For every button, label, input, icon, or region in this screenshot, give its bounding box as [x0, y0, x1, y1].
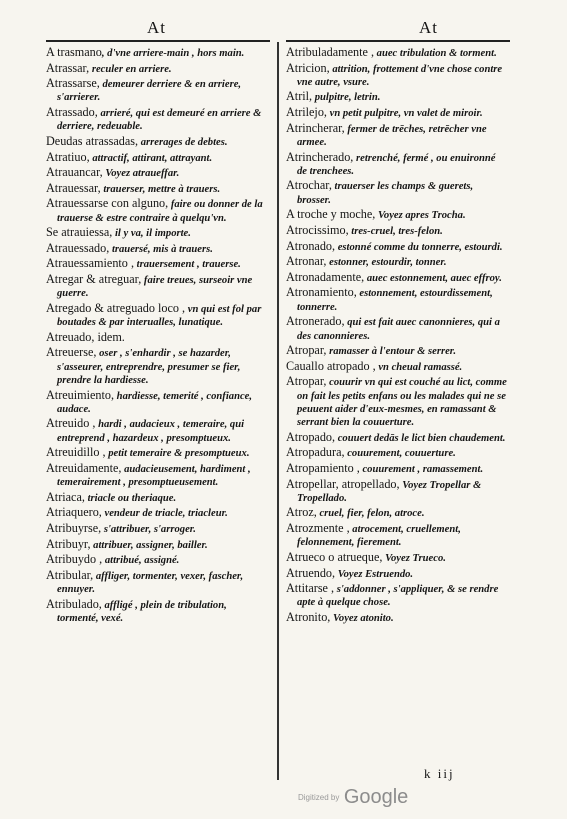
dictionary-entry	[46, 257, 268, 271]
dictionary-entry	[46, 62, 268, 76]
dictionary-entry	[46, 462, 268, 490]
dictionary-entry	[46, 166, 268, 180]
dictionary-entry	[286, 375, 508, 429]
entry-headword: Atrauessar,	[46, 180, 101, 195]
entry-translation: faire ou donner de la trauerse & estre contraire à quelqu'vn.	[57, 199, 263, 224]
entry-headword: Atrassarse,	[46, 76, 100, 91]
entry-translation: Voyez atonito.	[330, 613, 394, 624]
dictionary-entry	[286, 208, 508, 222]
entry-headword: Atriaquero,	[46, 505, 102, 520]
entry-translation: s'attribuer, s'arroger.	[101, 524, 196, 536]
dictionary-entry	[46, 446, 268, 460]
dictionary-entry	[286, 315, 508, 343]
entry-headword: Atruendo,	[286, 565, 336, 580]
entry-headword: Atreuado, idem.	[46, 329, 125, 344]
dictionary-entry	[46, 506, 268, 520]
dictionary-entry	[286, 478, 508, 506]
entry-headword: Atrauancar,	[46, 165, 103, 180]
entry-translation: audacieusement, hardiment , temerairement , presomptueusement.	[57, 463, 251, 489]
signature-mark: k iij	[424, 766, 455, 781]
entry-headword: Atroz,	[286, 505, 317, 520]
entry-headword: Cauallo atropado ,	[286, 358, 376, 373]
entry-translation: attribuer, assigner, bailler.	[90, 539, 208, 551]
dictionary-entry	[286, 122, 508, 150]
watermark-brand: Google	[343, 786, 409, 808]
dictionary-entry	[46, 538, 268, 552]
entry-headword: Atrozmente ,	[286, 521, 350, 536]
entry-headword: Atreuerse,	[46, 345, 97, 360]
entry-translation: il y va, il importe.	[112, 228, 191, 240]
entry-headword: Atrauessado,	[46, 240, 110, 255]
entry-translation: arrieré, qui est demeuré en arriere & derriere, redeuable.	[57, 108, 262, 133]
dictionary-entry	[286, 446, 508, 460]
dictionary-entry	[46, 242, 268, 256]
dictionary-entry	[286, 106, 508, 120]
dictionary-entry	[46, 346, 268, 387]
dictionary-entry	[46, 273, 268, 301]
entry-headword: A troche y moche,	[286, 207, 376, 222]
entry-translation: tres-cruel, tres-felon.	[348, 225, 443, 237]
watermark-prefix: Digitized by	[298, 793, 340, 802]
dictionary-entry	[46, 226, 268, 240]
entry-headword: Atribuydo ,	[46, 552, 103, 567]
dictionary-entry	[286, 462, 508, 476]
dictionary-entry	[286, 567, 508, 581]
dictionary-entry	[286, 46, 508, 60]
entry-translation: attrition, frottement d'vne chose contre vne autre, vsure.	[297, 63, 503, 88]
entry-headword: Atribuyrse,	[46, 521, 102, 536]
entry-translation: s'addonner , s'appliquer, & se rendre apte à quelque chose.	[297, 584, 499, 609]
entry-translation: trauersé, mis à trauers.	[109, 243, 213, 255]
dictionary-entry	[286, 344, 508, 358]
dictionary-entry	[286, 582, 508, 610]
dictionary-entry	[286, 90, 508, 104]
entry-translation: Voyez Tropellar & Tropellado.	[297, 479, 482, 504]
entry-headword: Atronamiento,	[286, 285, 357, 300]
entry-headword: Atrauessamiento ,	[46, 256, 134, 271]
dictionary-entry	[286, 151, 508, 179]
entry-headword: Atronito,	[286, 610, 331, 624]
entry-translation: estonné comme du tonnerre, estourdi.	[335, 241, 503, 253]
entry-translation: vn cheual ramassé.	[375, 361, 463, 373]
entry-headword: Atrueco o atrueque,	[286, 549, 383, 564]
entry-headword: Atriaca,	[46, 489, 85, 504]
entry-translation: fermer de trēches, retrēcher vne armee.	[297, 123, 487, 148]
entry-translation: retrenché, fermé , ou enuironné de trenchees.	[297, 152, 496, 177]
entry-translation: vendeur de triacle, triacleur.	[101, 508, 228, 520]
dictionary-entry	[46, 491, 268, 505]
entry-translation: faire treues, surseoir vne guerre.	[57, 275, 253, 300]
entry-headword: Atronadamente,	[286, 269, 365, 284]
dictionary-entry	[46, 389, 268, 417]
dictionary-entry	[286, 551, 508, 565]
dictionary-entry	[46, 417, 268, 445]
dictionary-entry	[286, 224, 508, 238]
dictionary-entry	[286, 255, 508, 269]
dictionary-entry	[46, 197, 268, 225]
entry-headword: Atrassar,	[46, 60, 90, 75]
column-divider	[277, 42, 279, 780]
entry-headword: Atropellar, atropellado,	[286, 476, 400, 491]
entry-headword: Atribular,	[46, 567, 94, 582]
entry-headword: Atricion,	[286, 60, 330, 75]
header-rule-right	[286, 40, 510, 42]
dictionary-entry	[46, 135, 268, 149]
entry-headword: Atribulado,	[46, 596, 102, 611]
dictionary-entry	[46, 331, 268, 345]
entry-translation: oser , s'enhardir , se hazarder, s'asseurer, entreprendre, presumer se fier, prendre la hardiesse.	[57, 348, 241, 386]
entry-translation: pulpitre, letrin.	[312, 92, 381, 104]
dictionary-entry	[286, 522, 508, 550]
entry-translation: hardi , audacieux , temeraire, qui entreprend , hazardeux , presomptueux.	[57, 419, 245, 444]
entry-translation: Voyez Estruendo.	[335, 568, 414, 580]
digitized-watermark	[298, 786, 408, 809]
right-column	[286, 46, 508, 627]
entry-translation: affligé , plein de tribulation, tormenté, vexé.	[57, 599, 227, 624]
entry-translation: Voyez apres Trocha.	[375, 210, 466, 222]
entry-translation: estonner, estourdir, tonner.	[326, 257, 447, 269]
dictionary-entry	[46, 522, 268, 536]
entry-headword: Atrincherado,	[286, 149, 354, 164]
entry-headword: Atreuidamente,	[46, 460, 122, 475]
entry-translation: auec estonnement, auec effroy.	[364, 272, 502, 284]
entry-translation: trauerser, mettre à trauers.	[100, 183, 221, 195]
dictionary-entry	[286, 179, 508, 207]
dictionary-entry	[286, 431, 508, 445]
entry-headword: Atropadura,	[286, 445, 345, 460]
entry-headword: Atreuido ,	[46, 416, 96, 431]
entry-translation: triacle ou theriaque.	[84, 492, 177, 504]
entry-translation: petit temeraire & presomptueux.	[105, 448, 250, 460]
entry-headword: Atribuladamente ,	[286, 45, 374, 59]
entry-translation: arrerages de debtes.	[138, 136, 228, 148]
entry-headword: Atropar,	[286, 343, 327, 358]
dictionary-entry	[46, 46, 268, 60]
left-column	[46, 46, 268, 627]
entry-headword: Atronar,	[286, 254, 327, 269]
entry-headword: Atronado,	[286, 238, 336, 253]
entry-translation: couurement , ramassement.	[359, 463, 484, 475]
entry-headword: Atratiuo,	[46, 149, 90, 164]
entry-translation: attractif, attirant, attrayant.	[89, 152, 213, 164]
entry-headword: Atregado & atreguado loco ,	[46, 300, 186, 315]
entry-translation: vn petit pulpitre, vn valet de miroir.	[326, 108, 483, 120]
entry-headword: Se atrauiessa,	[46, 225, 113, 240]
entry-headword: Atrincherar,	[286, 120, 345, 135]
entry-translation: atrocement, cruellement, felonnement, fierement.	[297, 524, 461, 549]
entry-headword: A trasmano	[46, 45, 102, 59]
dictionary-entry	[286, 360, 508, 374]
entry-headword: Atreuimiento,	[46, 387, 115, 402]
entry-headword: Atrilejo,	[286, 105, 327, 120]
entry-headword: Atropar,	[286, 374, 327, 389]
dictionary-entry	[46, 182, 268, 196]
dictionary-entry	[286, 62, 508, 90]
dictionary-entry	[46, 302, 268, 330]
entry-translation: couuert dedās le lict bien chaudement.	[335, 432, 506, 444]
entry-translation: Voyez atraueffar.	[102, 168, 180, 180]
entry-headword: Atropado,	[286, 429, 336, 444]
entry-translation: auec tribulation & torment.	[374, 48, 497, 59]
header-rule-left	[46, 40, 270, 42]
entry-headword: Atropamiento ,	[286, 460, 360, 475]
dictionary-entry	[46, 77, 268, 105]
dictionary-entry	[286, 286, 508, 314]
dictionary-entry	[286, 240, 508, 254]
entry-translation: trauersement , trauerse.	[134, 259, 241, 271]
entry-translation: reculer en arriere.	[89, 63, 172, 75]
entry-translation: couurir vn qui est couché au lict, comme on fait les petits enfans ou les malades qui ne se peuuent aider d'eux-mesmes, en ramassant & serrant bien la couuerture.	[297, 377, 507, 429]
running-head-right: At	[419, 18, 438, 37]
entry-translation: Voyez Trueco.	[382, 552, 446, 564]
entry-translation: ramasser à l'entour & serrer.	[326, 346, 456, 358]
entry-headword: Atronerado,	[286, 314, 345, 329]
dictionary-entry	[46, 106, 268, 134]
entry-translation: affliger, tormenter, vexer, fascher, ennuyer.	[57, 570, 244, 596]
dictionary-entry	[46, 569, 268, 597]
entry-translation: demeurer derriere & en arriere, s'arrierer.	[57, 79, 242, 104]
entry-headword: Atregar & atreguar,	[46, 272, 142, 287]
running-head-left: At	[147, 18, 166, 37]
entry-translation: estonnement, estourdissement, tonnerre.	[297, 288, 493, 313]
entry-translation: , d'vne arriere-main , hors main.	[101, 48, 245, 59]
dictionary-entry	[46, 598, 268, 626]
dictionary-entry	[286, 271, 508, 285]
entry-translation: qui est fait auec canonnieres, qui a des canonnieres.	[297, 317, 500, 342]
dictionary-entry	[46, 151, 268, 165]
entry-translation: trauerser les champs & guerets, brosser.	[297, 181, 474, 206]
entry-translation: cruel, fier, felon, atroce.	[316, 508, 425, 520]
dictionary-entry	[286, 611, 508, 625]
entry-headword: Atril,	[286, 89, 313, 104]
entry-translation: vn qui est fol par boutades & par interualles, lunatique.	[57, 303, 262, 329]
entry-translation: couurement, couuerture.	[344, 448, 456, 460]
entry-headword: Atrauessarse con alguno,	[46, 196, 169, 211]
entry-headword: Atrocissimo,	[286, 222, 349, 237]
dictionary-entry	[46, 553, 268, 567]
dictionary-entry	[286, 506, 508, 520]
entry-headword: Atribuyr,	[46, 536, 91, 551]
entry-translation: attribué, assigné.	[102, 555, 180, 567]
entry-headword: Atreuidillo ,	[46, 445, 106, 460]
entry-translation: hardiesse, temerité , confiance, audace.	[57, 390, 253, 415]
entry-headword: Atrochar,	[286, 178, 332, 193]
entry-headword: Attitarse ,	[286, 581, 335, 596]
entry-headword: Atrassado,	[46, 105, 98, 120]
entry-headword: Deudas atrassadas,	[46, 133, 139, 148]
